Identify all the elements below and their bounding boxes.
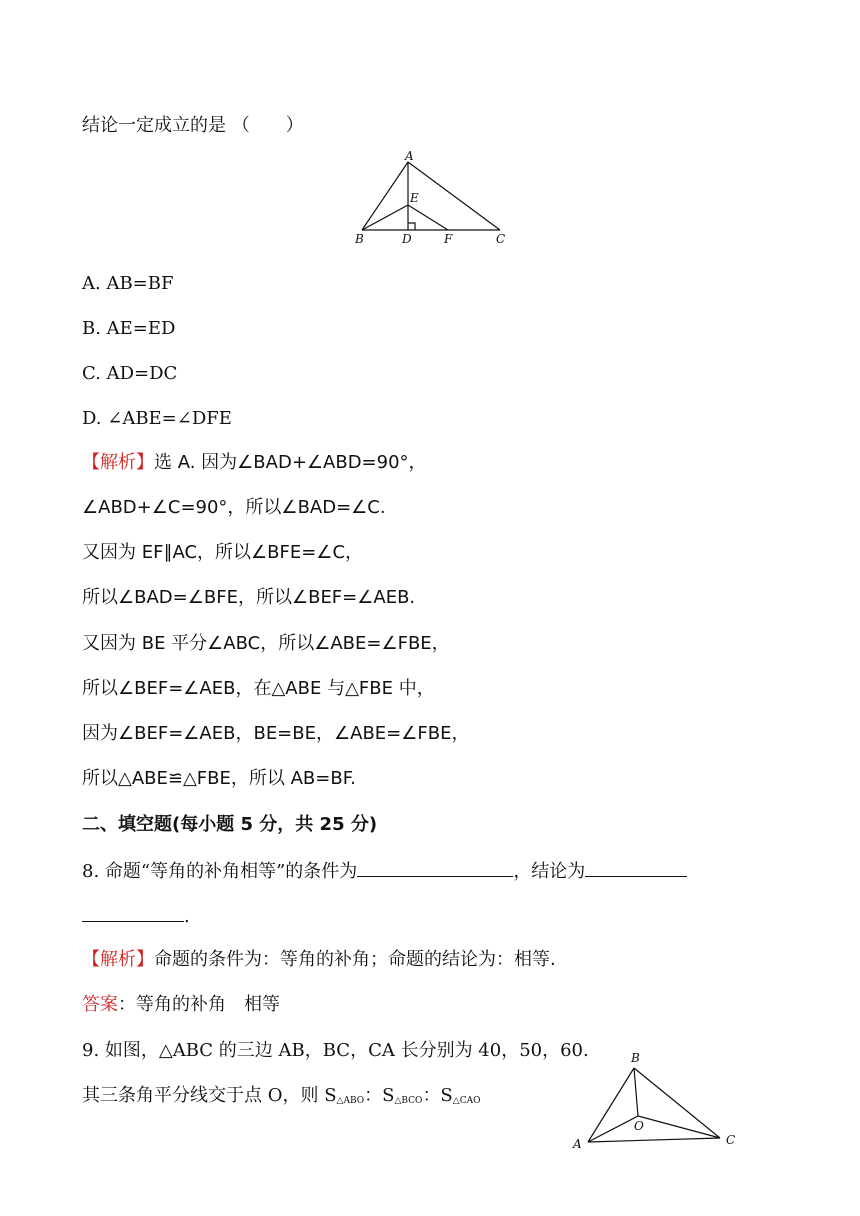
section-title: 二、填空题(每小题 5 分，共 25 分) <box>82 814 378 835</box>
q7-analysis-line-4: 所以∠BAD=∠BFE，所以∠BEF=∠AEB. <box>82 587 416 608</box>
q8-blank-conclusion <box>585 858 687 877</box>
analysis-tag: 【解析】 <box>82 949 154 970</box>
q8-analysis: 【解析】命题的条件为：等角的补角；命题的结论为：相等. <box>82 949 556 970</box>
q7-analysis-line-1: 【解析】选 A. 因为∠BAD+∠ABD=90°， <box>82 452 427 473</box>
q7-analysis-line-2: ∠ABD+∠C=90°，所以∠BAD=∠C. <box>82 497 386 518</box>
q7-analysis-line-3: 又因为 EF∥AC，所以∠BFE=∠C， <box>82 542 364 563</box>
option-b: B. AE=ED <box>82 318 176 339</box>
q8-stem: 8. 命题“等角的补角相等”的条件为 ，结论为 <box>82 858 687 884</box>
answer-tag: 答案 <box>82 994 118 1015</box>
label-A: A <box>573 1137 582 1151</box>
option-d: D. ∠ABE=∠DFE <box>82 408 232 429</box>
label-C: C <box>496 232 506 246</box>
label-E: E <box>410 191 419 205</box>
analysis-tag: 【解析】 <box>82 452 154 473</box>
q7-analysis-line-8: 所以△ABE≌△FBE，所以 AB=BF. <box>82 768 356 789</box>
label-A: A <box>405 149 414 163</box>
q7-analysis-line-7: 因为∠BEF=∠AEB，BE=BE，∠ABE=∠FBE， <box>82 723 470 744</box>
q7-analysis-line-5: 又因为 BE 平分∠ABC，所以∠ABE=∠FBE， <box>82 633 450 654</box>
q7-triangle-figure <box>350 148 520 248</box>
option-c: C. AD=DC <box>82 363 178 384</box>
q8-blank-condition <box>357 858 513 877</box>
label-F: F <box>444 232 453 246</box>
label-C: C <box>726 1133 736 1147</box>
label-B: B <box>355 232 364 246</box>
label-B: B <box>631 1051 640 1065</box>
q9-triangle-figure <box>570 1046 740 1156</box>
q8-answer: 答案：等角的补角 相等 <box>82 994 280 1015</box>
option-a: A. AB=BF <box>82 273 174 294</box>
label-D: D <box>402 232 412 246</box>
label-O: O <box>634 1119 644 1133</box>
q9-line-2: 其三条角平分线交于点 O，则 $S_{\triangle ABO}$：$S_{\triangle BCO}$：$S_{\triangle CAO}$ <box>82 1085 481 1106</box>
q8-blank-conclusion-cont <box>82 903 184 922</box>
q8-stem-cont: . <box>82 903 190 929</box>
q7-analysis-line-6: 所以∠BEF=∠AEB，在△ABE 与△FBE 中， <box>82 678 435 699</box>
q9-line-1: 9. 如图，△ABC 的三边 AB，BC，CA 长分别为 40，50，60. <box>82 1040 589 1061</box>
q7-stem: 结论一定成立的是 （ ） <box>82 115 304 136</box>
